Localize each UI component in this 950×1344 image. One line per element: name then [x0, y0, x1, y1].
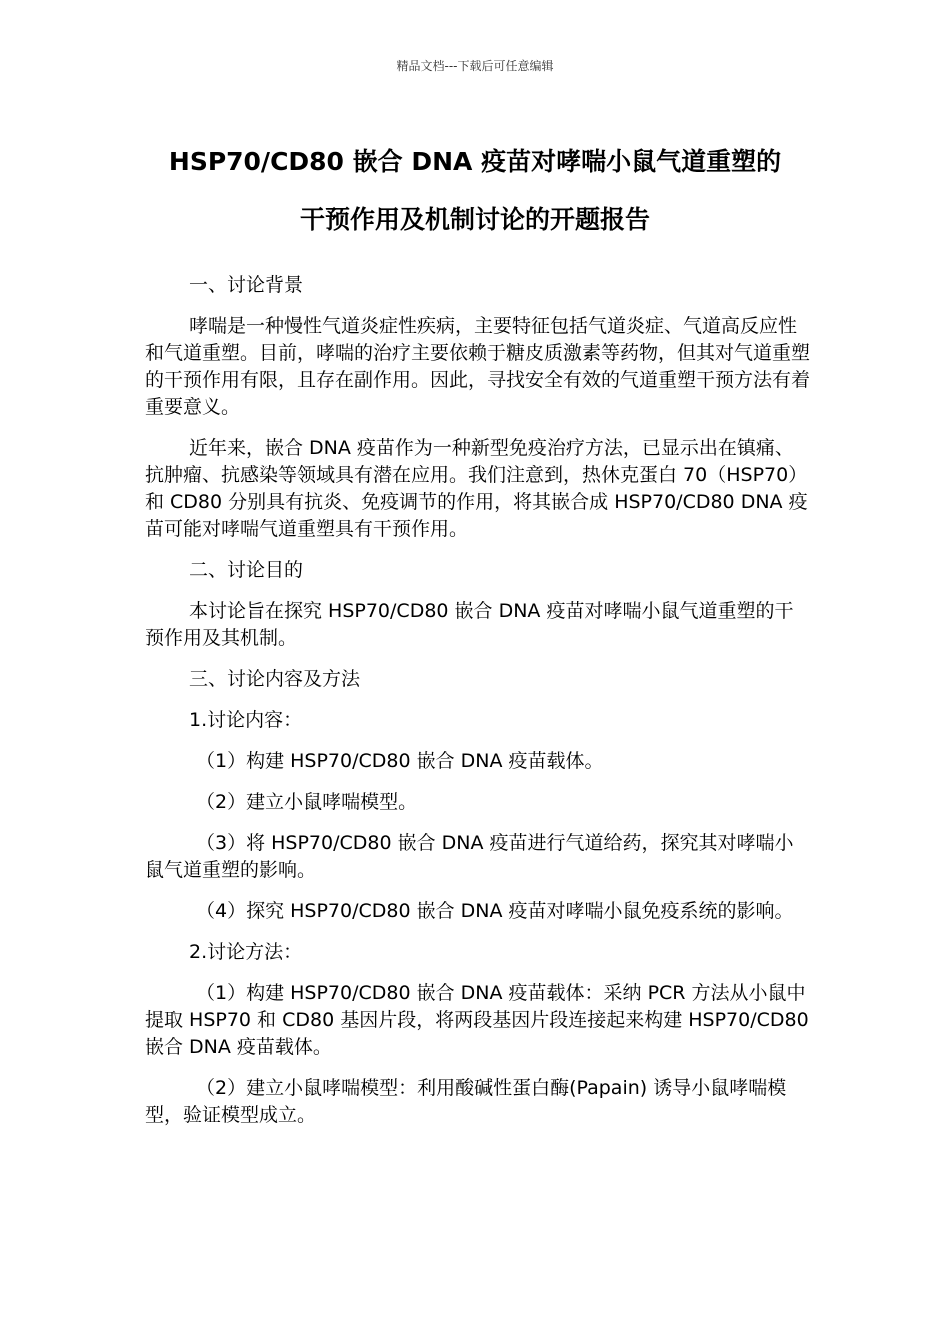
subheading-content: 1.讨论内容：	[189, 709, 303, 731]
list-item-content-1: （1）构建 HSP70/CD80 嵌合 DNA 疫苗载体。	[196, 750, 604, 772]
paragraph-background-2: 近年来，嵌合 DNA 疫苗作为一种新型免疫治疗方法，已显示出在镇痛、抗肿瘤、抗感染等领域具有潜在应用。我们注意到，热休克蛋白 70（HSP70）和 CD80 分别具有抗炎、免疫调节的作用，将其嵌合成 HSP70/CD80 DNA 疫苗可能对哮喘气道重塑具有干预作用。	[145, 437, 808, 540]
title-line-1: HSP70/CD80 嵌合 DNA 疫苗对哮喘小鼠气道重塑的	[168, 147, 782, 176]
page-header: 精品文档---下载后可任意编辑	[396, 59, 554, 73]
paragraph-purpose-1: 本讨论旨在探究 HSP70/CD80 嵌合 DNA 疫苗对哮喘小鼠气道重塑的干预作用及其机制。	[145, 600, 794, 649]
title-line-2: 干预作用及机制讨论的开题报告	[299, 205, 650, 234]
paragraph-background-1: 哮喘是一种慢性气道炎症性疾病，主要特征包括气道炎症、气道高反应性和气道重塑。目前，哮喘的治疗主要依赖于糖皮质激素等药物，但其对气道重塑的干预作用有限，且存在副作用。因此，寻找安全有效的气道重塑干预方法有着重要意义。	[145, 315, 811, 418]
document-title	[100, 133, 850, 249]
section-heading-content: 三、讨论内容及方法	[189, 668, 361, 690]
list-item-content-3: （3）将 HSP70/CD80 嵌合 DNA 疫苗进行气道给药，探究其对哮喘小鼠气道重塑的影响。	[145, 832, 794, 881]
list-item-content-4: （4）探究 HSP70/CD80 嵌合 DNA 疫苗对哮喘小鼠免疫系统的影响。	[196, 900, 794, 922]
list-item-content-2: （2）建立小鼠哮喘模型。	[196, 791, 418, 813]
document-body	[145, 272, 810, 1143]
section-heading-purpose: 二、讨论目的	[189, 559, 304, 581]
subheading-methods: 2.讨论方法：	[189, 941, 303, 963]
list-item-method-2: （2）建立小鼠哮喘模型：利用酸碱性蛋白酶(Papain) 诱导小鼠哮喘模型，验证模型成立。	[145, 1077, 787, 1126]
section-heading-background: 一、讨论背景	[189, 274, 304, 296]
list-item-method-1: （1）构建 HSP70/CD80 嵌合 DNA 疫苗载体：采纳 PCR 方法从小鼠中提取 HSP70 和 CD80 基因片段，将两段基因片段连接起来构建 HSP70/CD80 嵌合 DNA 疫苗载体。	[145, 982, 809, 1058]
